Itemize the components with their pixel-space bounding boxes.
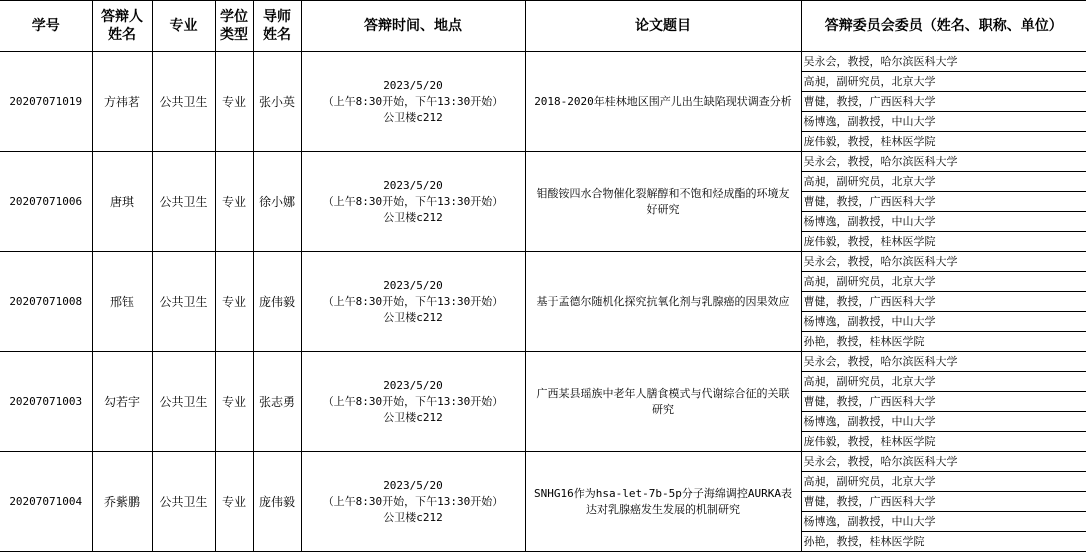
- defense-date: 2023/5/20: [383, 78, 443, 92]
- defense-place: 公卫楼c212: [383, 110, 443, 124]
- defense-date: 2023/5/20: [383, 178, 443, 192]
- table-row: [0, 352, 1086, 372]
- major-cell: 公共卫生: [152, 152, 215, 252]
- header-advisor-name: [253, 1, 301, 52]
- header-degree-type: [215, 1, 253, 52]
- time-place-cell: [301, 152, 525, 252]
- defense-date: 2023/5/20: [383, 278, 443, 292]
- thesis-title-cell: 广西某县瑶族中老年人膳食模式与代谢综合征的关联研究: [525, 352, 801, 452]
- header-name-line1: 答辩人: [101, 9, 143, 25]
- table-row: [0, 52, 1086, 72]
- committee-member-cell: 杨博逸，副教授，中山大学: [801, 312, 1086, 332]
- defense-time: （上午8:30开始，下午13:30开始）: [322, 294, 504, 308]
- major-cell: 公共卫生: [152, 252, 215, 352]
- committee-member-cell: 杨博逸，副教授，中山大学: [801, 512, 1086, 532]
- thesis-title-cell: 基于孟德尔随机化探究抗氧化剂与乳腺癌的因果效应: [525, 252, 801, 352]
- student-id-cell: 20207071006: [0, 152, 92, 252]
- major-cell: 公共卫生: [152, 352, 215, 452]
- defense-time: （上午8:30开始，下午13:30开始）: [322, 94, 504, 108]
- defender-name-cell: 乔紫鹏: [92, 452, 152, 552]
- header-time-place: 答辩时间、地点: [301, 1, 525, 52]
- advisor-name-cell: 徐小娜: [253, 152, 301, 252]
- committee-member-cell: 高昶，副研究员，北京大学: [801, 372, 1086, 392]
- advisor-name-cell: 张志勇: [253, 352, 301, 452]
- degree-type-cell: 专业: [215, 152, 253, 252]
- header-committee: 答辩委员会委员（姓名、职称、单位）: [801, 1, 1086, 52]
- committee-member-cell: 吴永会，教授，哈尔滨医科大学: [801, 152, 1086, 172]
- student-id-cell: 20207071008: [0, 252, 92, 352]
- thesis-title-cell: SNHG16作为hsa-let-7b-5p分子海绵调控AURKA表达对乳腺癌发生发展的机制研究: [525, 452, 801, 552]
- committee-member-cell: 吴永会，教授，哈尔滨医科大学: [801, 352, 1086, 372]
- table-body: [0, 52, 1086, 552]
- committee-member-cell: 庞伟毅，教授，桂林医学院: [801, 232, 1086, 252]
- degree-type-cell: 专业: [215, 352, 253, 452]
- committee-member-cell: 曹健，教授，广西医科大学: [801, 492, 1086, 512]
- committee-member-cell: 孙艳，教授，桂林医学院: [801, 332, 1086, 352]
- header-student-id: 学号: [0, 1, 92, 52]
- defender-name-cell: 方祎茗: [92, 52, 152, 152]
- committee-member-cell: 吴永会，教授，哈尔滨医科大学: [801, 452, 1086, 472]
- committee-member-cell: 曹健，教授，广西医科大学: [801, 292, 1086, 312]
- committee-member-cell: 高昶，副研究员，北京大学: [801, 172, 1086, 192]
- defense-place: 公卫楼c212: [383, 310, 443, 324]
- student-id-cell: 20207071004: [0, 452, 92, 552]
- committee-member-cell: 高昶，副研究员，北京大学: [801, 472, 1086, 492]
- committee-member-cell: 曹健，教授，广西医科大学: [801, 392, 1086, 412]
- defense-time: （上午8:30开始，下午13:30开始）: [322, 494, 504, 508]
- header-name-line2: 姓名: [108, 27, 136, 43]
- defender-name-cell: 邢钰: [92, 252, 152, 352]
- defender-name-cell: 勾若宇: [92, 352, 152, 452]
- header-advisor-line1: 导师: [263, 9, 291, 25]
- degree-type-cell: 专业: [215, 452, 253, 552]
- defense-place: 公卫楼c212: [383, 210, 443, 224]
- defense-place: 公卫楼c212: [383, 410, 443, 424]
- committee-member-cell: 高昶，副研究员，北京大学: [801, 272, 1086, 292]
- student-id-cell: 20207071003: [0, 352, 92, 452]
- advisor-name-cell: 张小英: [253, 52, 301, 152]
- degree-type-cell: 专业: [215, 252, 253, 352]
- defense-time: （上午8:30开始，下午13:30开始）: [322, 194, 504, 208]
- defense-place: 公卫楼c212: [383, 510, 443, 524]
- defense-date: 2023/5/20: [383, 478, 443, 492]
- major-cell: 公共卫生: [152, 52, 215, 152]
- header-row: [0, 1, 1086, 52]
- table-row: [0, 452, 1086, 472]
- committee-member-cell: 曹健，教授，广西医科大学: [801, 192, 1086, 212]
- table-row: [0, 152, 1086, 172]
- advisor-name-cell: 庞伟毅: [253, 452, 301, 552]
- student-id-cell: 20207071019: [0, 52, 92, 152]
- defense-time: （上午8:30开始，下午13:30开始）: [322, 394, 504, 408]
- committee-member-cell: 孙艳，教授，桂林医学院: [801, 532, 1086, 552]
- thesis-title-cell: 2018-2020年桂林地区围产儿出生缺陷现状调查分析: [525, 52, 801, 152]
- committee-member-cell: 杨博逸，副教授，中山大学: [801, 212, 1086, 232]
- time-place-cell: [301, 352, 525, 452]
- defense-date: 2023/5/20: [383, 378, 443, 392]
- header-degree-line1: 学位: [220, 9, 248, 25]
- time-place-cell: [301, 452, 525, 552]
- header-advisor-line2: 姓名: [263, 27, 291, 43]
- header-major: 专业: [152, 1, 215, 52]
- major-cell: 公共卫生: [152, 452, 215, 552]
- table-row: [0, 252, 1086, 272]
- committee-member-cell: 高昶，副研究员，北京大学: [801, 72, 1086, 92]
- thesis-title-cell: 钼酸铵四水合物催化裂解醇和不饱和烃成酯的环境友好研究: [525, 152, 801, 252]
- time-place-cell: [301, 52, 525, 152]
- defender-name-cell: 唐琪: [92, 152, 152, 252]
- degree-type-cell: 专业: [215, 52, 253, 152]
- committee-member-cell: 曹健，教授，广西医科大学: [801, 92, 1086, 112]
- committee-member-cell: 杨博逸，副教授，中山大学: [801, 112, 1086, 132]
- committee-member-cell: 吴永会，教授，哈尔滨医科大学: [801, 52, 1086, 72]
- committee-member-cell: 庞伟毅，教授，桂林医学院: [801, 432, 1086, 452]
- header-degree-line2: 类型: [220, 27, 248, 43]
- header-defender-name: [92, 1, 152, 52]
- header-thesis-title: 论文题目: [525, 1, 801, 52]
- committee-member-cell: 杨博逸，副教授，中山大学: [801, 412, 1086, 432]
- time-place-cell: [301, 252, 525, 352]
- committee-member-cell: 吴永会，教授，哈尔滨医科大学: [801, 252, 1086, 272]
- advisor-name-cell: 庞伟毅: [253, 252, 301, 352]
- committee-member-cell: 庞伟毅，教授，桂林医学院: [801, 132, 1086, 152]
